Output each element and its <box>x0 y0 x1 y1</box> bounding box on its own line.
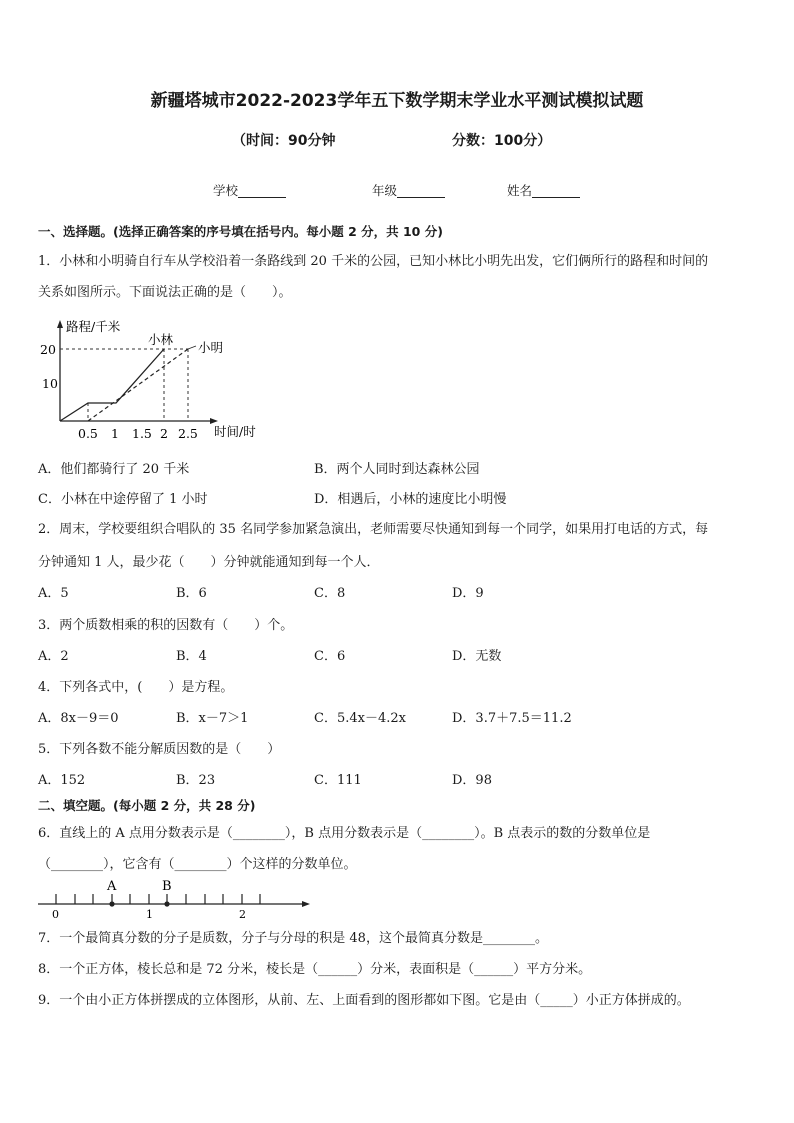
y-tick-20: 20 <box>40 342 56 357</box>
q5-option-c[interactable]: C．111 <box>314 773 362 788</box>
q2-option-d[interactable]: D．9 <box>452 586 484 601</box>
q4-option-c[interactable]: C．5.4x－4.2x <box>314 711 406 726</box>
number-line-ticks <box>56 894 260 904</box>
x-tick-1.5: 1.5 <box>132 426 152 441</box>
q2-option-b[interactable]: B．6 <box>176 586 207 601</box>
y-tick-10: 10 <box>42 376 58 391</box>
q5-line1: 5．下列各数不能分解质因数的是（ ） <box>38 742 281 757</box>
q3-line1: 3．两个质数相乘的积的因数有（ ）个。 <box>38 618 294 633</box>
x-tick-1: 1 <box>111 426 119 441</box>
x-tick-0.5: 0.5 <box>78 426 98 441</box>
name-field <box>507 181 580 199</box>
numberline-label-0: 0 <box>52 908 59 920</box>
school-field <box>213 181 286 199</box>
name-label: 姓名 <box>507 183 533 198</box>
point-a-dot <box>109 901 114 906</box>
q2-option-c[interactable]: C．8 <box>314 586 346 601</box>
section1-heading: 一、选择题。(选择正确答案的序号填在括号内。每小题 2 分，共 10 分) <box>38 224 443 239</box>
q4-line1: 4．下列各式中，( ）是方程。 <box>38 680 234 695</box>
q5-option-b[interactable]: B．23 <box>176 773 216 788</box>
series-xiaolin-label: 小林 <box>148 332 174 347</box>
q4-option-a[interactable]: A．8x－9＝0 <box>38 711 119 726</box>
school-blank[interactable] <box>238 183 286 198</box>
exam-score: 分数：100分） <box>452 133 552 149</box>
number-line-arrow <box>302 901 310 907</box>
q1-option-c[interactable]: C．小林在中途停留了 1 小时 <box>38 492 208 507</box>
q1-distance-time-chart <box>36 318 276 443</box>
q8-line: 8．一个正方体，棱长总和是 72 分米，棱长是（______）分米，表面积是（______）平方分米。 <box>38 962 592 977</box>
numberline-label-2: 2 <box>239 908 246 920</box>
q5-option-d[interactable]: D．98 <box>452 773 492 788</box>
q4-option-b[interactable]: B．x－7＞1 <box>176 711 249 726</box>
numberline-label-1: 1 <box>146 908 153 920</box>
q6-number-line <box>36 876 316 920</box>
q1-line1: 1．小林和小明骑自行车从学校沿着一条路线到 20 千米的公园，已知小林比小明先出发，它们俩所行的路程和时间的 <box>38 254 709 269</box>
point-a-label: A <box>107 879 117 894</box>
q3-option-b[interactable]: B．4 <box>176 649 207 664</box>
q3-option-a[interactable]: A．2 <box>38 649 69 664</box>
section2-heading: 二、填空题。(每小题 2 分，共 28 分) <box>38 798 256 813</box>
point-b-dot <box>164 901 169 906</box>
x-tick-2: 2 <box>160 426 168 441</box>
q4-option-d[interactable]: D．3.7＋7.5＝11.2 <box>452 711 572 726</box>
q1-option-a[interactable]: A．他们都骑行了 20 千米 <box>38 462 190 477</box>
q2-option-a[interactable]: A．5 <box>38 586 69 601</box>
y-axis-label: 路程/千米 <box>66 319 121 334</box>
q2-line2: 分钟通知 1 人，最少花（ ）分钟就能通知到每一个人． <box>38 555 380 570</box>
point-b-label: B <box>162 879 172 894</box>
q6-line2: （________），它含有（________）个这样的分数单位。 <box>38 857 357 872</box>
school-label: 学校 <box>213 183 239 198</box>
series-xiaolin-line <box>60 349 164 421</box>
y-axis-arrow <box>57 320 63 328</box>
q1-line2: 关系如图所示。下面说法正确的是（ ）。 <box>38 285 292 300</box>
q3-option-d[interactable]: D．无数 <box>452 649 502 664</box>
name-blank[interactable] <box>532 183 580 198</box>
xiaoming-pointer <box>188 346 196 349</box>
q6-line1: 6．直线上的 A 点用分数表示是（________），B 点用分数表示是（________）。B 点表示的数的分数单位是 <box>38 826 651 841</box>
grade-label: 年级 <box>372 183 398 198</box>
x-tick-2.5: 2.5 <box>178 426 198 441</box>
page-title: 新疆塔城市2022-2023学年五下数学期末学业水平测试模拟试题 <box>150 91 644 111</box>
grade-field <box>372 181 445 199</box>
series-xiaoming-line <box>88 349 188 421</box>
series-xiaoming-label: 小明 <box>198 340 224 355</box>
q5-option-a[interactable]: A．152 <box>38 773 86 788</box>
q3-option-c[interactable]: C．6 <box>314 649 346 664</box>
q7-line: 7．一个最简真分数的分子是质数，分子与分母的积是 48，这个最简真分数是________。 <box>38 931 548 946</box>
q9-line: 9．一个由小正方体拼摆成的立体图形，从前、左、上面看到的图形都如下图。它是由（_____）小正方体拼成的。 <box>38 993 690 1008</box>
q1-option-d[interactable]: D．相遇后，小林的速度比小明慢 <box>314 492 507 507</box>
grade-blank[interactable] <box>397 183 445 198</box>
x-axis-label: 时间/时 <box>214 424 256 439</box>
q1-option-b[interactable]: B．两个人同时到达森林公园 <box>314 462 480 477</box>
q2-line1: 2．周末，学校要组织合唱队的 35 名同学参加紧急演出，老师需要尽快通知到每一个同学，如果用打电话的方式，每 <box>38 522 709 537</box>
exam-time: （时间：90分钟 <box>232 133 336 149</box>
